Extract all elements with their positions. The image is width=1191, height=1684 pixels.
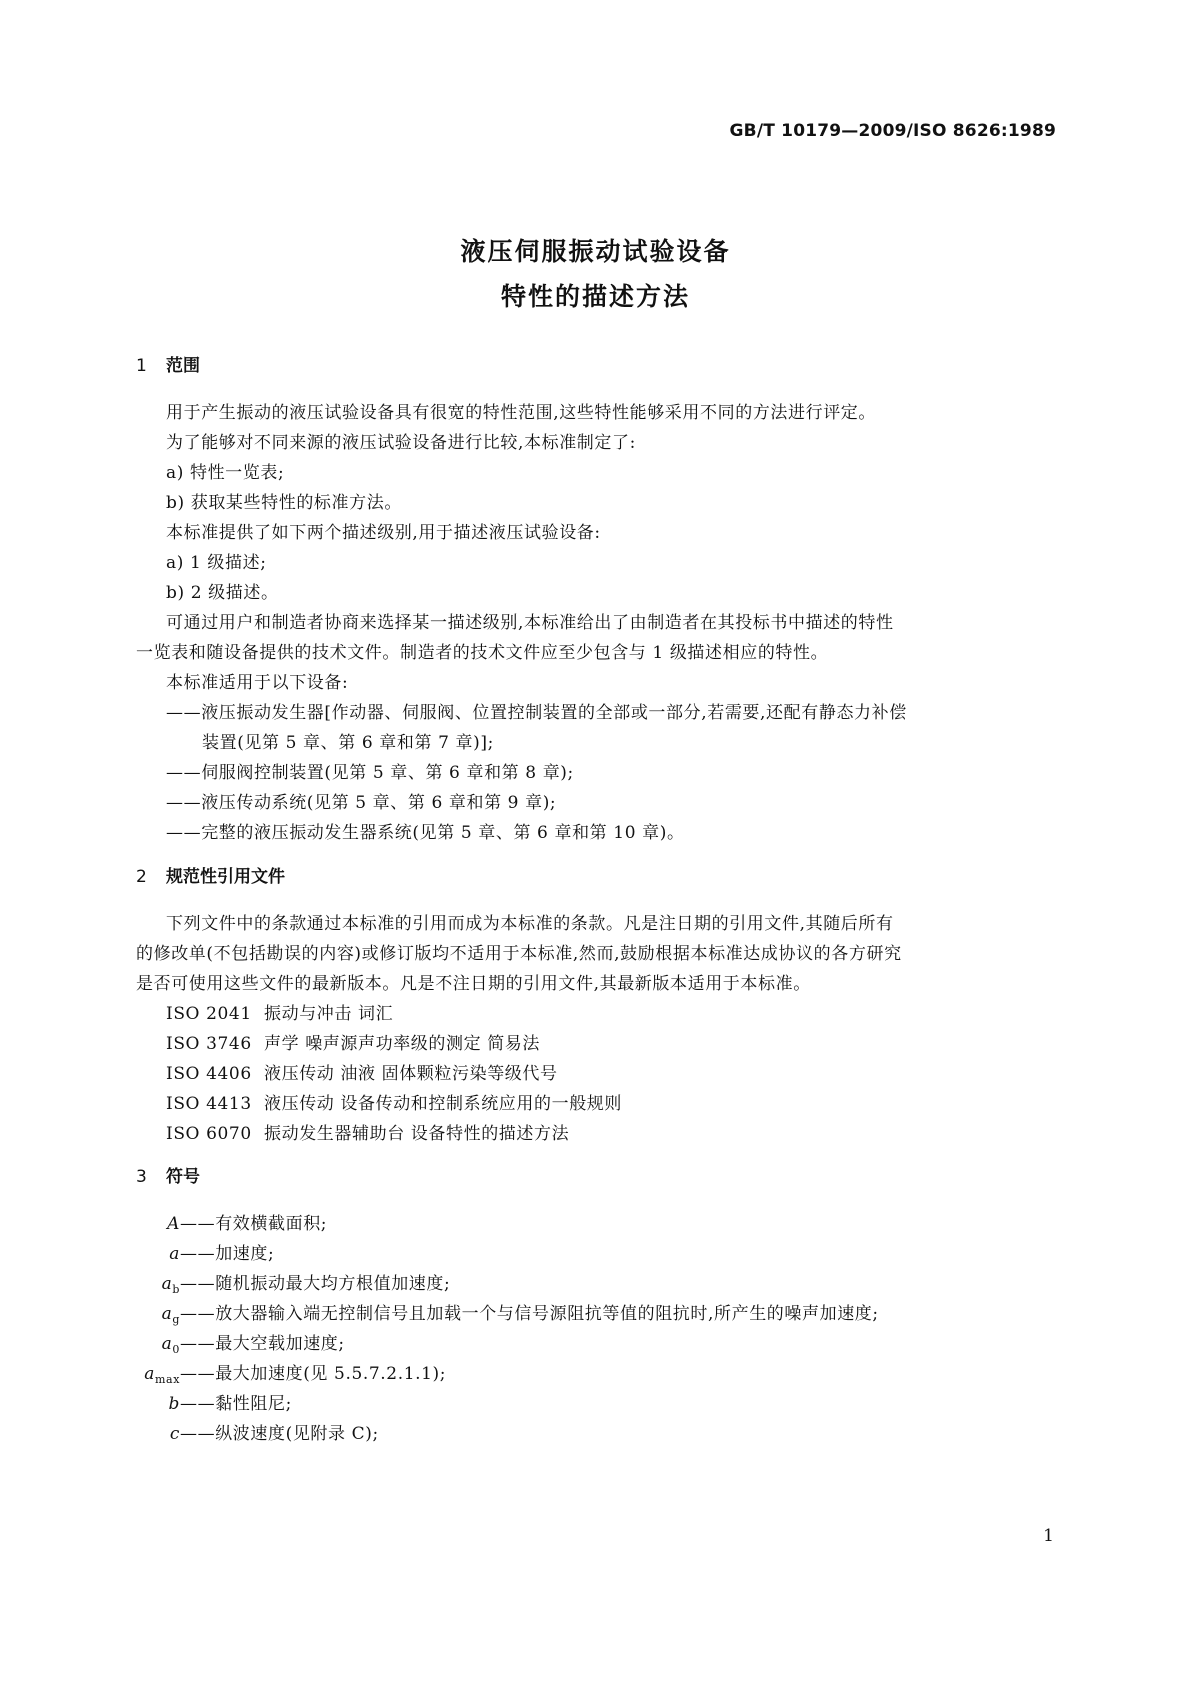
paragraph: 一览表和随设备提供的技术文件。制造者的技术文件应至少包含与 1 级描述相应的特性。 bbox=[136, 643, 829, 663]
reference-item bbox=[166, 1029, 540, 1054]
reference-code: ISO 4406 bbox=[166, 1064, 252, 1084]
reference-title: 液压传动 油液 固体颗粒污染等级代号 bbox=[264, 1064, 558, 1084]
paragraph: 本标准适用于以下设备: bbox=[166, 673, 349, 693]
symbol-description: ——最大空载加速度; bbox=[180, 1334, 345, 1354]
list-item: a) 特性一览表; bbox=[166, 463, 285, 483]
list-item: a) 1 级描述; bbox=[166, 553, 267, 573]
paragraph: 下列文件中的条款通过本标准的引用而成为本标准的条款。凡是注日期的引用文件,其随后所有 bbox=[166, 914, 894, 934]
dash-item: ——液压振动发生器[作动器、伺服阀、位置控制装置的全部或一部分,若需要,还配有静态力补偿 bbox=[166, 703, 907, 723]
symbol-row bbox=[120, 1269, 450, 1296]
page-number: 1 bbox=[1043, 1526, 1054, 1546]
section-heading-scope: 1 范围 bbox=[136, 356, 200, 376]
reference-code: ISO 2041 bbox=[166, 1004, 252, 1024]
symbol: c bbox=[169, 1424, 180, 1444]
dash-item: ——液压传动系统(见第 5 章、第 6 章和第 9 章); bbox=[166, 793, 557, 813]
symbol-description: ——有效横截面积; bbox=[180, 1214, 328, 1234]
reference-title: 振动与冲击 词汇 bbox=[264, 1004, 394, 1024]
paragraph: 是否可使用这些文件的最新版本。凡是不注日期的引用文件,其最新版本适用于本标准。 bbox=[136, 974, 811, 994]
symbol-row bbox=[120, 1389, 292, 1416]
reference-code: ISO 3746 bbox=[166, 1034, 252, 1054]
symbol-row bbox=[120, 1209, 327, 1236]
symbol: $a_{max}$ bbox=[144, 1364, 180, 1386]
symbol-row bbox=[120, 1329, 345, 1356]
symbol: a bbox=[169, 1244, 180, 1264]
paragraph: 本标准提供了如下两个描述级别,用于描述液压试验设备: bbox=[166, 523, 601, 543]
document-title-line1: 液压伺服振动试验设备 bbox=[460, 237, 731, 266]
symbol-description: ——纵波速度(见附录 C); bbox=[180, 1424, 379, 1444]
symbol: A bbox=[167, 1214, 180, 1234]
symbol: $a_0$ bbox=[161, 1334, 180, 1356]
symbol-row bbox=[120, 1239, 274, 1266]
list-item: b) 获取某些特性的标准方法。 bbox=[166, 493, 402, 513]
symbol-row bbox=[120, 1419, 379, 1446]
list-item: b) 2 级描述。 bbox=[166, 583, 279, 603]
reference-code: ISO 4413 bbox=[166, 1094, 252, 1114]
reference-code: ISO 6070 bbox=[166, 1124, 252, 1144]
dash-item: ——完整的液压振动发生器系统(见第 5 章、第 6 章和第 10 章)。 bbox=[166, 823, 685, 843]
symbol-description: ——随机振动最大均方根值加速度; bbox=[180, 1274, 451, 1294]
symbol-row bbox=[120, 1359, 446, 1386]
reference-item bbox=[166, 1059, 558, 1084]
dash-item: ——伺服阀控制装置(见第 5 章、第 6 章和第 8 章); bbox=[166, 763, 574, 783]
document-title-line2: 特性的描述方法 bbox=[500, 282, 690, 311]
reference-title: 液压传动 设备传动和控制系统应用的一般规则 bbox=[264, 1094, 623, 1114]
symbol-description: ——加速度; bbox=[180, 1244, 275, 1264]
symbol: $a_g$ bbox=[161, 1304, 180, 1326]
symbol: $a_b$ bbox=[161, 1274, 180, 1296]
section-heading-references: 2 规范性引用文件 bbox=[136, 867, 285, 887]
reference-title: 声学 噪声源声功率级的测定 简易法 bbox=[264, 1034, 541, 1054]
symbol-description: ——黏性阻尼; bbox=[180, 1394, 292, 1414]
paragraph: 可通过用户和制造者协商来选择某一描述级别,本标准给出了由制造者在其投标书中描述的特性 bbox=[166, 613, 894, 633]
dash-item-continuation: 装置(见第 5 章、第 6 章和第 7 章)]; bbox=[202, 733, 494, 753]
paragraph: 用于产生振动的液压试验设备具有很宽的特性范围,这些特性能够采用不同的方法进行评定。 bbox=[166, 403, 877, 423]
symbol-description: ——放大器输入端无控制信号且加载一个与信号源阻抗等值的阻抗时,所产生的噪声加速度; bbox=[180, 1304, 879, 1324]
symbol: b bbox=[168, 1394, 180, 1414]
paragraph: 的修改单(不包括勘误的内容)或修订版均不适用于本标准,然而,鼓励根据本标准达成协议的各方研究 bbox=[136, 944, 902, 964]
section-heading-symbols: 3 符号 bbox=[136, 1167, 200, 1187]
reference-item bbox=[166, 1089, 622, 1114]
reference-item bbox=[166, 999, 393, 1024]
symbol-row bbox=[120, 1299, 879, 1326]
symbol-description: ——最大加速度(见 5.5.7.2.1.1); bbox=[180, 1364, 447, 1384]
paragraph: 为了能够对不同来源的液压试验设备进行比较,本标准制定了: bbox=[166, 433, 636, 453]
reference-item bbox=[166, 1119, 569, 1144]
standard-code: GB/T 10179—2009/ISO 8626:1989 bbox=[729, 121, 1056, 141]
reference-title: 振动发生器辅助台 设备特性的描述方法 bbox=[264, 1124, 570, 1144]
